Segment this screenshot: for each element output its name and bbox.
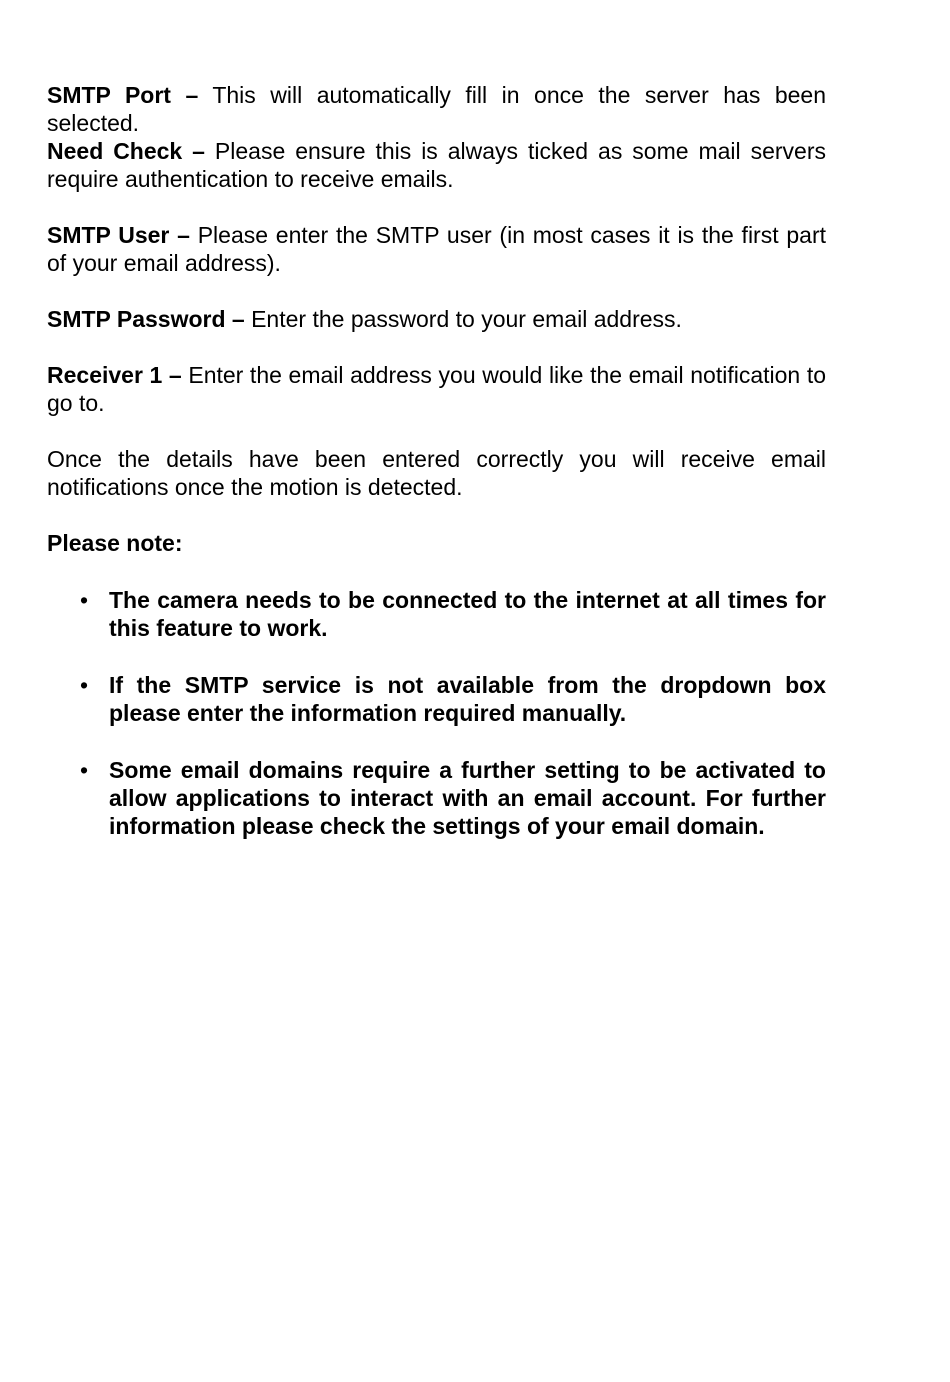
bullet-icon: •: [80, 757, 89, 783]
list-item: [47, 586, 826, 642]
list-item: [47, 756, 826, 840]
once-details-paragraph: Once the details have been entered correctly you will receive email notifications once the motion is detected.: [47, 446, 826, 500]
note-bullet-list: [47, 586, 826, 840]
smtp-password-description: Enter the password to your email address.: [244, 306, 682, 332]
list-item-text: The camera needs to be connected to the internet at all times for this feature to work.: [109, 587, 826, 641]
smtp-user-term: SMTP User –: [47, 222, 190, 248]
bullet-icon: •: [80, 672, 89, 698]
list-item-text: Some email domains require a further setting to be activated to allow applications to interact with an email account. For further information please check the settings of your email domain.: [109, 757, 826, 839]
smtp-port-term: SMTP Port –: [47, 82, 199, 108]
smtp-port-description: This will automatically fill in once the server has been selected.: [47, 82, 826, 136]
smtp-password-term: SMTP Password –: [47, 306, 245, 332]
receiver-1-term: Receiver 1 –: [47, 362, 182, 388]
need-check-term: Need Check –: [47, 138, 205, 164]
receiver-1-description: Enter the email address you would like the email notification to go to.: [47, 362, 826, 416]
receiver-1-paragraph: [47, 361, 826, 417]
smtp-port-paragraph: [47, 81, 826, 137]
smtp-password-paragraph: [47, 305, 826, 333]
document-page: [47, 81, 826, 840]
smtp-user-description: Please enter the SMTP user (in most cases it is the first part of your email address).: [47, 222, 826, 276]
need-check-paragraph: [47, 137, 826, 193]
need-check-description: Please ensure this is always ticked as some mail servers require authentication to receive emails.: [47, 138, 826, 192]
list-item-text: If the SMTP service is not available from the dropdown box please enter the information required manually.: [109, 672, 826, 726]
list-item: [47, 671, 826, 727]
please-note-heading: Please note:: [47, 530, 183, 556]
bullet-icon: •: [80, 587, 89, 613]
smtp-user-paragraph: [47, 221, 826, 277]
